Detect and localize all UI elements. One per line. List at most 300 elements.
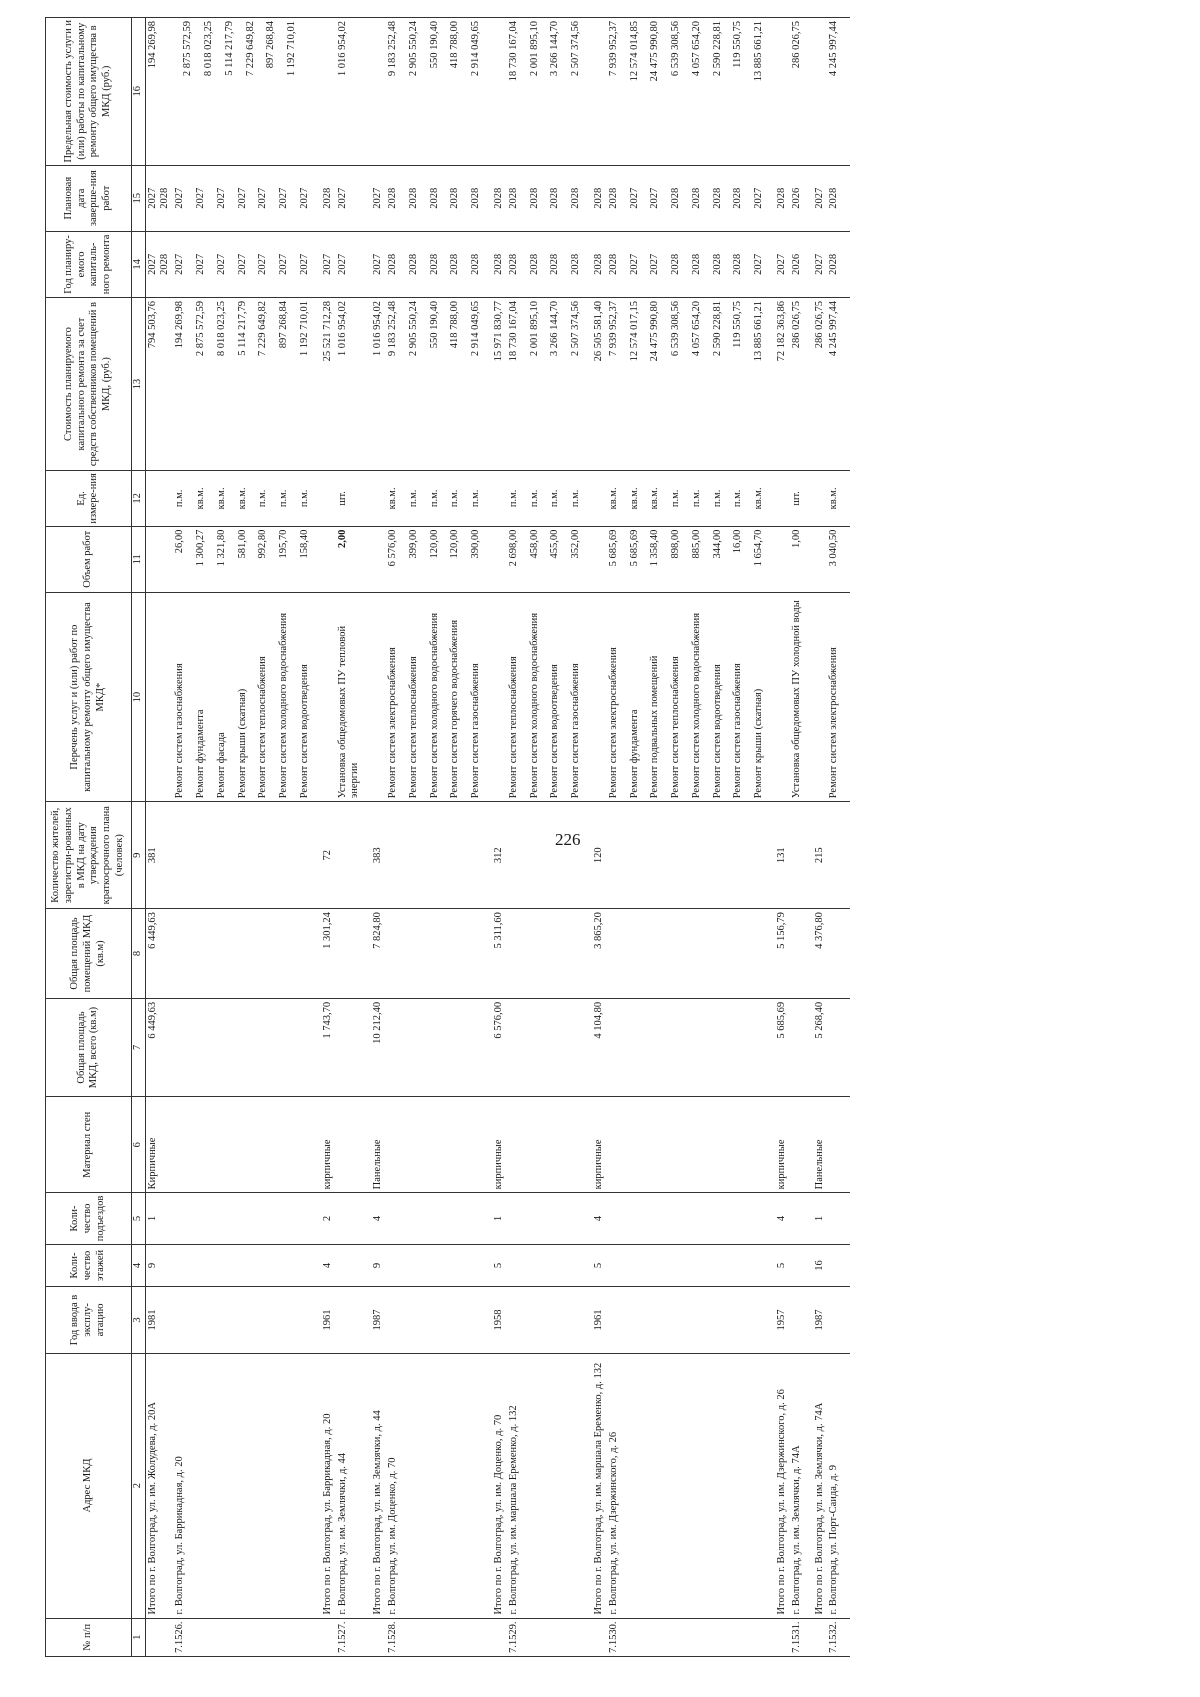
work-limit: 1 016 954,02 [336, 21, 348, 77]
row-number: 7.1530. [607, 1618, 775, 1656]
summary-cost: 1 016 954,02 [371, 298, 386, 471]
work-cost-cell [790, 298, 813, 471]
premises-area: 1 301,24 [321, 909, 336, 999]
entrances: 4 [592, 1193, 607, 1244]
work-unit: кв.м. [236, 487, 248, 510]
entrances [607, 1193, 775, 1244]
address-row [507, 18, 592, 1657]
work-item: Ремонт систем теплоснабжения [257, 656, 269, 799]
entrances: 2 [321, 1193, 336, 1244]
floors: 5 [775, 1244, 790, 1287]
work-year: 2028 [528, 253, 540, 275]
floors: 16 [813, 1244, 828, 1287]
work-item: Ремонт фасада [215, 732, 227, 799]
work-limit: 24 475 990,80 [649, 21, 661, 82]
work-volume [492, 526, 507, 592]
work-unit [813, 471, 828, 527]
address: г. Волгоград, ул. Порт-Саида, д. 9 [827, 1353, 850, 1618]
column-number: 1 [131, 1618, 145, 1656]
work-date: 2028 [407, 187, 419, 209]
work-cost-cell [386, 298, 492, 471]
work-volume: 352,00 [570, 529, 582, 559]
work-limit: 18 730 167,04 [507, 21, 519, 82]
work-limit: 3 266 144,70 [549, 21, 561, 77]
work-volume: 455,00 [549, 529, 561, 559]
work-item: Ремонт систем электроснабжения [607, 647, 619, 799]
column-number: 9 [131, 802, 145, 909]
stacked-cell [321, 231, 336, 297]
row-number: 7.1532. [827, 1618, 850, 1656]
work-year-cell [607, 231, 775, 297]
work-volume-cell [336, 526, 372, 592]
stacked-cell [371, 231, 386, 297]
commissioning-year: 1981 [145, 1287, 173, 1353]
total-area [607, 998, 775, 1096]
work-limit: 9 183 252,48 [386, 21, 398, 77]
row-number [592, 1618, 607, 1656]
summary-limit [775, 18, 790, 166]
residents: 120 [592, 802, 607, 909]
address: г. Волгоград, ул. им. маршала Еременко, д. 132 [507, 1353, 592, 1618]
commissioning-year [173, 1287, 321, 1353]
work-volume: 1 300,27 [194, 529, 206, 567]
commissioning-year: 1958 [492, 1287, 507, 1353]
work-year: 2028 [670, 253, 682, 275]
stacked-value: 2028 [321, 187, 333, 209]
work-volume [371, 526, 386, 592]
work-date: 2027 [215, 187, 227, 209]
summary-row [145, 18, 173, 1657]
work-year-cell [507, 231, 592, 297]
address: г. Волгоград, ул. им. Землячки, д. 74А [790, 1353, 813, 1618]
summary-row [492, 18, 507, 1657]
work-unit: п.м. [298, 489, 310, 508]
work-date: 2028 [607, 187, 619, 209]
work-limit: 4 057 654,20 [690, 21, 702, 77]
stacked-value: 2027 [146, 253, 158, 275]
summary-cost: 15 971 830,77 [492, 298, 507, 471]
premises-area: 5 156,79 [775, 909, 790, 999]
work-date: 2028 [549, 187, 561, 209]
column-number: 8 [131, 909, 145, 999]
work-year: 2027 [215, 253, 227, 275]
work-date: 2027 [278, 187, 290, 209]
address: г. Волгоград, ул. им. Землячки, д. 44 [336, 1353, 372, 1618]
wall-material: Кирпичные [145, 1097, 173, 1193]
work-year-cell [336, 231, 372, 297]
work-date: 2026 [790, 187, 802, 209]
floors [827, 1244, 850, 1287]
work-volume [321, 526, 336, 592]
summary-limit [592, 18, 607, 166]
column-number-row [131, 18, 145, 1657]
work-date: 2028 [670, 187, 682, 209]
row-number: 7.1528. [386, 1618, 492, 1656]
address: Итого по г. Волгоград, ул. им. Доценко, д. 70 [492, 1353, 507, 1618]
address: г. Волгоград, ул. им. Доценко, д. 70 [386, 1353, 492, 1618]
stacked-cell [813, 231, 828, 297]
address: Итого по г. Волгоград, ул. Баррикадная, д. 20 [321, 1353, 336, 1618]
work-limit: 2 914 049,65 [470, 21, 482, 77]
work-unit-cell [790, 471, 813, 527]
work-unit: п.м. [670, 489, 682, 508]
commissioning-year: 1961 [321, 1287, 336, 1353]
work-date: 2027 [236, 187, 248, 209]
column-header: Коли-чество этажей [46, 1244, 132, 1287]
work-year: 2027 [628, 253, 640, 275]
work-item: Ремонт систем холодного водоснабжения [278, 612, 290, 799]
address-row [827, 18, 850, 1657]
work-volume [145, 526, 173, 592]
floors [607, 1244, 775, 1287]
work-year: 2028 [428, 253, 440, 275]
work-cost-cell [827, 298, 850, 471]
work-cost: 119 550,75 [732, 301, 744, 348]
work-item: Ремонт систем теплоснабжения [407, 656, 419, 799]
work-item-cell [386, 592, 492, 801]
work-unit: шт. [790, 491, 802, 506]
wall-material [790, 1097, 813, 1193]
entrances [173, 1193, 321, 1244]
summary-limit [813, 18, 828, 166]
work-item: Ремонт крыши (скатная) [236, 688, 248, 799]
work-volume: 16,00 [732, 529, 744, 554]
summary-limit [492, 18, 507, 166]
work-volume-cell [790, 526, 813, 592]
summary-cost: 25 521 712,28 [321, 298, 336, 471]
work-volume: 120,00 [449, 529, 461, 559]
column-header: № п/п [46, 1618, 132, 1656]
work-volume [813, 526, 828, 592]
premises-area [336, 909, 372, 999]
address-row [336, 18, 372, 1657]
work-cost: 418 788,00 [449, 301, 461, 349]
floors: 9 [371, 1244, 386, 1287]
premises-area: 7 824,80 [371, 909, 386, 999]
work-item: Ремонт систем горячего водоснабжения [449, 619, 461, 799]
work-item: Ремонт систем холодного водоснабжения [528, 612, 540, 799]
work-unit: п.м. [570, 489, 582, 508]
work-unit-cell [607, 471, 775, 527]
summary-row [321, 18, 336, 1657]
summary-cost: 286 026,75 [813, 298, 828, 471]
work-year-cell [386, 231, 492, 297]
work-limit: 1 192 710,01 [286, 21, 298, 77]
stacked-cell [492, 165, 507, 231]
work-unit: кв.м. [386, 487, 398, 510]
total-area: 6 576,00 [492, 998, 507, 1096]
work-cost: 4 057 654,20 [690, 301, 702, 357]
work-item: Ремонт систем холодного водоснабжения [428, 612, 440, 799]
work-item-cell [507, 592, 592, 801]
column-number: 6 [131, 1097, 145, 1193]
column-number: 14 [131, 231, 145, 297]
work-limit: 13 885 661,21 [753, 21, 765, 82]
total-area [790, 998, 813, 1096]
work-limit-cell [827, 18, 850, 166]
work-volume: 26,00 [174, 529, 186, 554]
commissioning-year [507, 1287, 592, 1353]
work-item [371, 592, 386, 801]
work-cost: 6 539 308,56 [670, 301, 682, 357]
work-cost: 1 016 954,02 [336, 301, 348, 357]
work-year-cell [173, 231, 321, 297]
work-year: 2027 [649, 253, 661, 275]
work-year: 2027 [194, 253, 206, 275]
work-unit: п.м. [257, 489, 269, 508]
work-cost: 7 229 649,82 [257, 301, 269, 357]
column-header: Количество жителей, зарегистри-рованных в МКД на дату утверждения краткосрочного плана (человек) [46, 802, 132, 909]
column-header: Адрес МКД [46, 1353, 132, 1618]
address: г. Волгоград, ул. Баррикадная, д. 20 [173, 1353, 321, 1618]
total-area: 10 212,40 [371, 998, 386, 1096]
wall-material: кирпичные [321, 1097, 336, 1193]
work-unit: п.м. [470, 489, 482, 508]
work-cost: 18 730 167,04 [507, 301, 519, 362]
work-volume [592, 526, 607, 592]
column-number: 3 [131, 1287, 145, 1353]
stacked-cell [145, 231, 173, 297]
premises-area [173, 909, 321, 999]
work-item [492, 592, 507, 801]
floors: 4 [321, 1244, 336, 1287]
work-item: Ремонт систем холодного водоснабжения [690, 612, 702, 799]
work-volume [775, 526, 790, 592]
work-item: Установка общедомовых ПУ холодной воды [790, 600, 802, 799]
work-item [145, 592, 173, 801]
stacked-value: 2027 [146, 187, 158, 209]
premises-area [386, 909, 492, 999]
work-limit: 7 939 952,37 [607, 21, 619, 77]
work-volume-cell [607, 526, 775, 592]
premises-area [607, 909, 775, 999]
work-item-cell [173, 592, 321, 801]
work-unit: п.м. [174, 489, 186, 508]
floors [336, 1244, 372, 1287]
entrances [827, 1193, 850, 1244]
work-year: 2028 [407, 253, 419, 275]
work-unit: кв.м. [628, 487, 640, 510]
residents [827, 802, 850, 909]
work-item: Ремонт фундамента [628, 709, 640, 799]
work-cost: 2 001 895,10 [528, 301, 540, 357]
wall-material: кирпичные [592, 1097, 607, 1193]
address: Итого по г. Волгоград, ул. им. маршала Еременко, д. 132 [592, 1353, 607, 1618]
work-year: 2028 [570, 253, 582, 275]
work-limit: 8 018 023,25 [202, 21, 214, 77]
summary-cost: 794 503,76 [145, 298, 173, 471]
commissioning-year: 1957 [775, 1287, 790, 1353]
work-volume: 5 685,69 [628, 529, 640, 567]
entrances: 1 [145, 1193, 173, 1244]
work-year: 2028 [470, 253, 482, 275]
work-unit: п.м. [449, 489, 461, 508]
work-limit: 2 905 550,24 [407, 21, 419, 77]
work-unit [775, 471, 790, 527]
stacked-value: 2028 [592, 253, 604, 275]
work-date: 2028 [528, 187, 540, 209]
work-unit: кв.м. [194, 487, 206, 510]
work-year: 2028 [732, 253, 744, 275]
work-item: Ремонт систем газоснабжения [570, 663, 582, 799]
address: Итого по г. Волгоград, ул. им. Землячки, д. 74А [813, 1353, 828, 1618]
stacked-value: 2027 [372, 187, 384, 209]
column-number: 12 [131, 471, 145, 527]
stacked-value: 2027 [321, 253, 333, 275]
wall-material [507, 1097, 592, 1193]
total-area [827, 998, 850, 1096]
column-number: 7 [131, 998, 145, 1096]
work-date: 2027 [628, 187, 640, 209]
summary-cost: 72 182 363,86 [775, 298, 790, 471]
work-item: Ремонт систем электроснабжения [828, 647, 840, 799]
commissioning-year: 1987 [813, 1287, 828, 1353]
work-year-cell [827, 231, 850, 297]
work-year: 2028 [386, 253, 398, 275]
work-unit-cell [386, 471, 492, 527]
work-date: 2027 [174, 187, 186, 209]
work-cost: 550 190,40 [428, 301, 440, 349]
premises-area [827, 909, 850, 999]
work-item-cell [336, 592, 372, 801]
work-year: 2027 [236, 253, 248, 275]
stacked-cell [813, 165, 828, 231]
wall-material [607, 1097, 775, 1193]
work-cost: 2 875 572,59 [194, 301, 206, 357]
column-number: 2 [131, 1353, 145, 1618]
table-header-row [46, 18, 132, 1657]
work-cost: 1 192 710,01 [298, 301, 310, 357]
row-number [321, 1618, 336, 1656]
work-year: 2028 [507, 253, 519, 275]
entrances [507, 1193, 592, 1244]
commissioning-year: 1987 [371, 1287, 386, 1353]
work-volume: 1 321,80 [215, 529, 227, 567]
work-unit: п.м. [732, 489, 744, 508]
column-header: Материал стен [46, 1097, 132, 1193]
work-volume: 1 358,40 [649, 529, 661, 567]
commissioning-year: 1961 [592, 1287, 607, 1353]
wall-material [827, 1097, 850, 1193]
column-header: Год ввода в эксплу-атацию [46, 1287, 132, 1353]
work-unit: п.м. [528, 489, 540, 508]
premises-area [790, 909, 813, 999]
residents: 215 [813, 802, 828, 909]
column-number: 10 [131, 592, 145, 801]
column-header: Объем работ [46, 526, 132, 592]
work-cost: 12 574 017,15 [628, 301, 640, 362]
entrances: 1 [813, 1193, 828, 1244]
column-header: Плановая дата заверше-ния работ [46, 165, 132, 231]
work-item: Ремонт систем теплоснабжения [670, 656, 682, 799]
work-unit-cell [507, 471, 592, 527]
total-area [507, 998, 592, 1096]
work-date-cell [790, 165, 813, 231]
work-volume: 2 698,00 [507, 529, 519, 567]
wall-material [336, 1097, 372, 1193]
work-date: 2028 [449, 187, 461, 209]
work-year: 2028 [711, 253, 723, 275]
summary-limit [321, 18, 336, 166]
work-item-cell [790, 592, 813, 801]
entrances: 1 [492, 1193, 507, 1244]
column-header: Предельная стоимость услуги и (или) работы по капитальному ремонту общего имущества в МКД (руб.) [46, 18, 132, 166]
work-unit-cell [827, 471, 850, 527]
work-year: 2027 [174, 253, 186, 275]
work-date: 2028 [470, 187, 482, 209]
entrances [336, 1193, 372, 1244]
work-cost-cell [336, 298, 372, 471]
premises-area [507, 909, 592, 999]
wall-material [386, 1097, 492, 1193]
work-limit: 4 245 997,44 [828, 21, 840, 77]
work-item-cell [827, 592, 850, 801]
work-year: 2027 [298, 253, 310, 275]
commissioning-year [790, 1287, 813, 1353]
summary-limit: 194 269,98 [145, 18, 173, 166]
work-cost: 897 268,84 [278, 301, 290, 349]
work-limit-cell [507, 18, 592, 166]
work-year: 2027 [257, 253, 269, 275]
work-date-cell [336, 165, 372, 231]
column-number: 16 [131, 18, 145, 166]
work-year: 2027 [336, 253, 348, 275]
stacked-cell [775, 231, 790, 297]
entrances: 4 [371, 1193, 386, 1244]
column-header: Стоимость планируемого капитального ремонта за счет средств собственников помещений в МКД, (руб.) [46, 298, 132, 471]
work-unit: п.м. [507, 489, 519, 508]
wall-material: Панельные [371, 1097, 386, 1193]
work-limit: 550 190,40 [428, 21, 440, 69]
work-item [813, 592, 828, 801]
work-volume: 3 040,50 [828, 529, 840, 567]
work-item: Ремонт фундамента [194, 709, 206, 799]
work-date-cell [386, 165, 492, 231]
column-number: 15 [131, 165, 145, 231]
work-date: 2027 [336, 187, 348, 209]
address: Итого по г. Волгоград, ул. им. Землячки, д. 44 [371, 1353, 386, 1618]
column-header: Перечень услуг и (или) работ по капитальному ремонту общего имущества МКД* [46, 592, 132, 801]
commissioning-year [607, 1287, 775, 1353]
entrances [790, 1193, 813, 1244]
work-date: 2028 [570, 187, 582, 209]
capital-repair-plan-table [45, 17, 850, 1657]
work-year: 2027 [753, 253, 765, 275]
work-cost: 7 939 952,37 [607, 301, 619, 357]
stacked-value: 2028 [776, 187, 788, 209]
stacked-value: 2027 [776, 253, 788, 275]
stacked-value: 2028 [492, 187, 504, 209]
work-unit [492, 471, 507, 527]
work-date-cell [507, 165, 592, 231]
work-year: 2028 [549, 253, 561, 275]
work-date: 2028 [711, 187, 723, 209]
work-limit: 2 507 374,56 [570, 21, 582, 77]
premises-area: 5 311,60 [492, 909, 507, 999]
column-number: 11 [131, 526, 145, 592]
work-item: Ремонт систем теплоснабжения [507, 656, 519, 799]
table-body [145, 18, 850, 1657]
address: г. Волгоград, ул. им. Дзержинского, д. 26 [607, 1353, 775, 1618]
work-limit-cell [607, 18, 775, 166]
work-limit: 2 001 895,10 [528, 21, 540, 77]
premises-area: 3 865,20 [592, 909, 607, 999]
stacked-cell [321, 165, 336, 231]
rotated-page-content [45, 17, 1185, 1657]
residents [507, 802, 592, 909]
row-number: 7.1529. [507, 1618, 592, 1656]
floors [507, 1244, 592, 1287]
